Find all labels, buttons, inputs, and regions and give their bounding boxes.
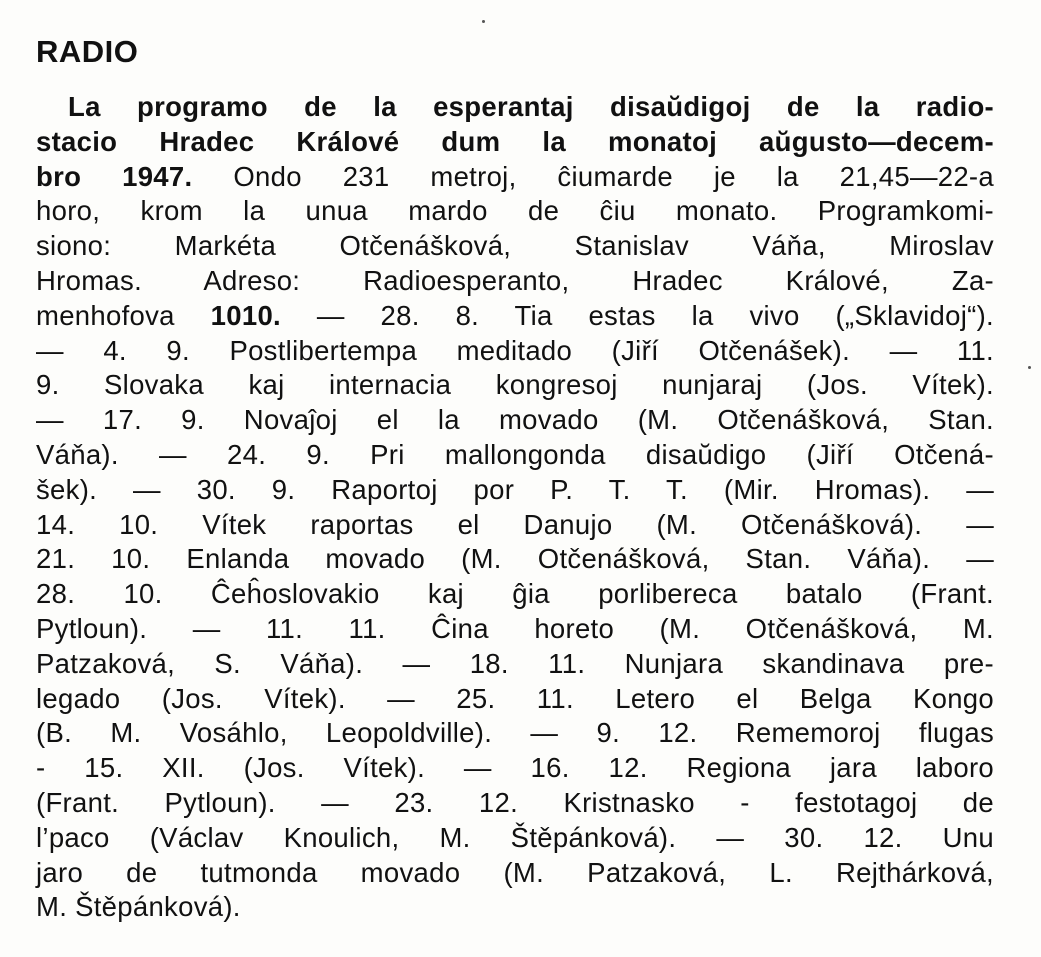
text-line [36, 682, 994, 717]
section-heading: RADIO [36, 34, 139, 69]
text-segment: menhofova [36, 299, 211, 331]
text-segment: - 15. XII. (Jos. Vítek). — 16. 12. Regiona jara laboro [36, 752, 994, 784]
text-segment: (Frant. Pytloun). — 23. 12. Kristnasko - festotagoj de [36, 786, 994, 818]
text-line [36, 368, 994, 403]
text-line [36, 577, 994, 612]
text-line [36, 473, 994, 508]
text-segment: 14. 10. Vítek raportas el Danujo (M. Otčenášková). — [36, 508, 994, 540]
speck-mark [1028, 366, 1031, 369]
text-segment: jaro de tutmonda movado (M. Patzaková, L. Rejthárková, [36, 856, 994, 888]
text-line [36, 334, 994, 369]
text-segment: — 28. 8. Tia estas la vivo („Sklavidoj“). [280, 299, 994, 331]
bold-text-segment: 1010. [210, 299, 281, 331]
text-line [36, 125, 994, 160]
text-segment: Váňa). — 24. 9. Pri mallongonda disaŭdigo (Jiří Otčená- [36, 438, 994, 470]
text-segment: siono: Markéta Otčenášková, Stanislav Váňa, Miroslav [36, 230, 994, 262]
text-line [36, 890, 994, 925]
bold-text-segment: La programo de la esperantaj disaŭdigoj de la radio- [68, 91, 994, 122]
bold-text-segment: stacio Hradec Králové dum la monatoj aŭgusto—decem- [36, 125, 994, 157]
text-line [36, 751, 994, 786]
text-segment: 21. 10. Enlanda movado (M. Otčenášková, Stan. Váňa). — [36, 543, 994, 575]
text-segment: l’paco (Václav Knoulich, M. Štěpánková). — 30. 12. Unu [36, 821, 994, 853]
text-segment: horo, krom la unua mardo de ĉiu monato. Programkomi- [36, 195, 994, 227]
article-body [36, 90, 994, 925]
text-line [36, 542, 994, 577]
text-segment: (B. M. Vosáhlo, Leopoldville). — 9. 12. Rememoroj flugas [36, 717, 994, 749]
text-line [36, 647, 994, 682]
text-segment: legado (Jos. Vítek). — 25. 11. Letero el Belga Kongo [36, 682, 994, 714]
text-line [36, 264, 994, 299]
text-segment: Ondo 231 metroj, ĉiumarde je la 21,45—22-a [192, 160, 994, 192]
text-line [36, 438, 994, 473]
text-line [36, 194, 994, 229]
text-line [36, 160, 994, 195]
text-segment: Hromas. Adreso: Radioesperanto, Hradec Králové, Za- [36, 264, 994, 296]
text-line [36, 299, 994, 334]
text-line [36, 403, 994, 438]
text-segment: M. Štěpánková). [36, 891, 241, 923]
text-segment: Pytloun). — 11. 11. Ĉina horeto (M. Otčenášková, M. [36, 612, 994, 644]
text-line [36, 716, 994, 751]
text-line [36, 612, 994, 647]
text-segment: šek). — 30. 9. Raportoj por P. T. T. (Mir. Hromas). — [36, 473, 994, 505]
text-line [36, 508, 994, 543]
text-line [36, 786, 994, 821]
text-line [36, 821, 994, 856]
text-line [36, 90, 994, 125]
text-segment: Patzaková, S. Váňa). — 18. 11. Nunjara skandinava pre- [36, 647, 994, 679]
speck-mark [482, 20, 485, 23]
text-line [36, 229, 994, 264]
text-segment: — 17. 9. Novaĵoj el la movado (M. Otčenášková, Stan. [36, 404, 994, 436]
text-line [36, 856, 994, 891]
text-segment: 28. 10. Ĉeĥoslovakio kaj ĝia porlibereca batalo (Frant. [36, 578, 994, 610]
bold-text-segment: bro 1947. [36, 160, 193, 192]
text-segment: 9. Slovaka kaj internacia kongresoj nunjaraj (Jos. Vítek). [36, 369, 994, 401]
text-segment: — 4. 9. Postlibertempa meditado (Jiří Otčenášek). — 11. [36, 334, 994, 366]
